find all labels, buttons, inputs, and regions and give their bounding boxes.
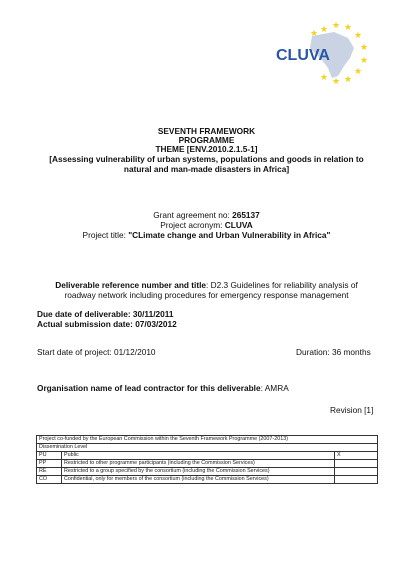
deliverable-text-line2: roadway network including procedures for emergency response management — [64, 290, 349, 300]
cluva-logo — [272, 18, 376, 86]
grant-agreement — [0, 210, 413, 220]
grant-label: Grant agreement no: — [153, 210, 233, 220]
row-mark: X — [335, 452, 378, 460]
svg-text:★: ★ — [344, 23, 353, 33]
row-desc: Confidential, only for members of the consortium (including the Commission Services) — [62, 476, 335, 484]
svg-text:★: ★ — [360, 56, 369, 66]
row-desc: Public — [62, 452, 335, 460]
row-code: PP — [37, 460, 62, 468]
table-header-row — [37, 436, 378, 444]
programme-line2: PROGRAMME — [178, 135, 235, 145]
svg-text:★: ★ — [320, 73, 329, 83]
programme-theme: THEME [ENV.2010.2.1.5-1] — [155, 144, 258, 154]
organisation-label: Organisation name of lead contractor for this deliverable — [37, 383, 261, 393]
title-label: Project title: — [82, 230, 129, 240]
deliverable-line1 — [0, 280, 413, 290]
table-row — [37, 452, 378, 460]
programme-line1: SEVENTH FRAMEWORK — [157, 126, 256, 136]
svg-text:★: ★ — [360, 43, 369, 53]
dissemination-level-title: Dissemination Level — [37, 444, 378, 452]
revision: Revision [1] — [330, 405, 374, 415]
project-title — [0, 230, 413, 240]
table-row — [37, 476, 378, 484]
table-level-row — [37, 444, 378, 452]
title-value: "CLimate change and Urban Vulnerability in Africa" — [128, 230, 331, 240]
organisation-value: : AMRA — [260, 383, 289, 393]
dissemination-table — [36, 435, 378, 484]
acronym-value: CLUVA — [224, 220, 253, 230]
table-header: Project co-funded by the European Commission within the Seventh Framework Programme (2007-2013) — [37, 436, 378, 444]
row-mark — [335, 460, 378, 468]
svg-text:★: ★ — [354, 67, 363, 77]
programme-subtitle-line2: natural and man-made disasters in Africa] — [123, 164, 290, 174]
row-code: PU — [37, 452, 62, 460]
svg-text:★: ★ — [354, 31, 363, 41]
svg-text:★: ★ — [320, 25, 329, 35]
programme-subtitle-line1: [Assessing vulnerability of urban systems, populations and goods in relation to — [49, 154, 364, 164]
row-mark — [335, 476, 378, 484]
due-date: Due date of deliverable: 30/11/2011 — [37, 309, 174, 319]
svg-text:★: ★ — [332, 21, 341, 31]
logo-text: CLUVA — [276, 47, 330, 64]
row-desc: Restricted to a group specified by the consortium (including the Commission Services) — [62, 468, 335, 476]
acronym-label: Project acronym: — [160, 220, 225, 230]
deliverable-text-line1: : D2.3 Guidelines for reliability analysis of — [206, 280, 358, 290]
table-row — [37, 468, 378, 476]
project-start-date: Start date of project: 01/12/2010 — [37, 347, 156, 357]
project-duration: Duration: 36 months — [296, 347, 371, 357]
svg-text:★: ★ — [332, 77, 341, 86]
table-row — [37, 460, 378, 468]
row-mark — [335, 468, 378, 476]
grant-value: 265137 — [232, 210, 260, 220]
project-acronym — [0, 220, 413, 230]
svg-text:★: ★ — [310, 29, 319, 39]
row-code: CO — [37, 476, 62, 484]
row-desc: Restricted to other programme participants (including the Commission Services) — [62, 460, 335, 468]
row-code: RE — [37, 468, 62, 476]
actual-submission-date: Actual submission date: 07/03/2012 — [37, 319, 177, 329]
svg-text:★: ★ — [344, 75, 353, 85]
deliverable-label: Deliverable reference number and title — [55, 280, 207, 290]
cluva-logo-graphic — [272, 18, 376, 86]
lead-contractor — [37, 383, 289, 393]
